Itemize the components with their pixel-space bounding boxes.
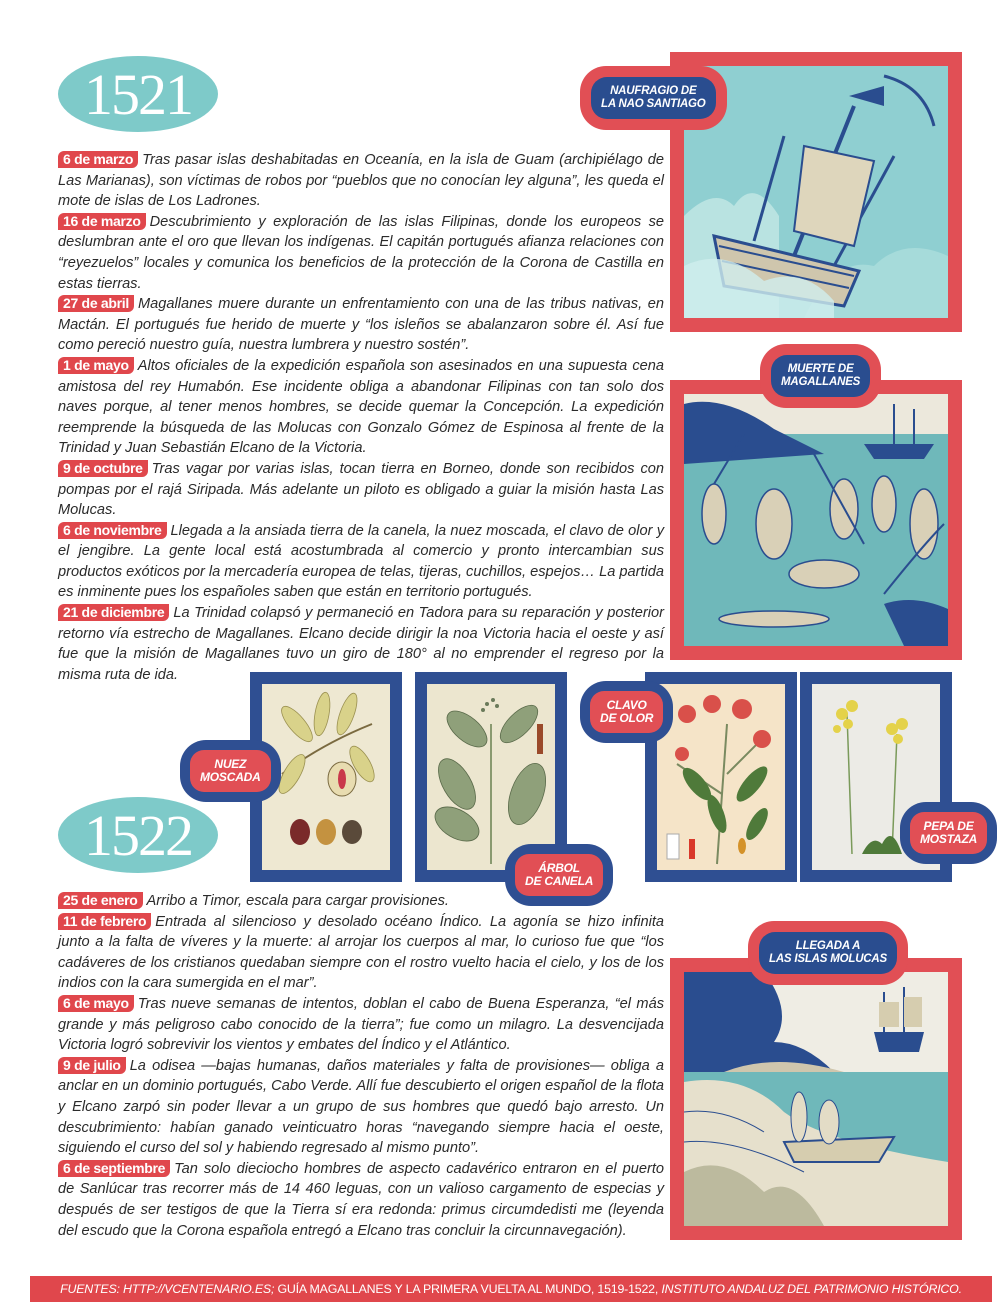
- timeline-1522: [58, 891, 664, 1241]
- year-badge-1521: [58, 56, 218, 132]
- label-line: ÁRBOL: [538, 861, 580, 875]
- cinnamon-illustration: [427, 684, 555, 870]
- date-badge: 25 de enero: [58, 892, 143, 909]
- year-label: 1521: [84, 61, 192, 127]
- date-badge: 9 de octubre: [58, 460, 148, 477]
- entry-text: Tan solo dieciocho hombres de aspecto cadavérico entraron en el puerto de Sanlúcar tras recorrer más de 14 460 leguas, con un valioso cargamento de especias y después de ser testigos de que la Tierra sí era redonda: primus circumdedisti me (leyenda del escudo que la Corona española entregó a Elcano tras concluir la circunnavegación).: [58, 1160, 664, 1239]
- timeline-entry: [58, 294, 664, 356]
- label-mostaza-text: [910, 812, 987, 854]
- date-badge: 27 de abril: [58, 295, 134, 312]
- footer-source-guide: GUÍA MAGALLANES Y LA PRIMERA VUELTA AL MUNDO, 1519-1522,: [274, 1282, 662, 1296]
- entry-text: Altos oficiales de la expedición española son asesinados en una supuesta cena amistosa del rey Humabón. Ese incidente obliga a abandonar Filipinas con tan solo dos naves porque, al tener menos hombres, se decide quemar la Concepción. La expedición reemprende la búsqueda de las Molucas con Gonzalo Gómez de Espinosa al frente de la Trinidad y Juan Sebastián Elcano de la Victoria.: [58, 357, 664, 457]
- label-naufragio: [580, 66, 727, 130]
- date-badge: 9 de julio: [58, 1057, 126, 1074]
- label-line: CLAVO: [606, 698, 647, 712]
- label-clavo-text: [590, 691, 663, 733]
- timeline-entry: [58, 1056, 664, 1159]
- timeline-entry: [58, 150, 664, 212]
- year-label: 1522: [84, 802, 192, 868]
- timeline-entry: [58, 1159, 664, 1241]
- label-line: LAS ISLAS MOLUCAS: [769, 953, 887, 965]
- label-line: NUEZ: [214, 757, 247, 771]
- label-line: NAUFRAGIO DE: [610, 85, 697, 97]
- timeline-entry: [58, 356, 664, 459]
- entry-text: Descubrimiento y exploración de las islas Filipinas, donde los europeos se deslumbran ante el oro que llevan los indígenas. El capitán portugués afianza relaciones con “reyezuelos” locales y comunica los beneficios de la protección de la Corona de Castilla en estas tierras.: [58, 213, 664, 292]
- label-line: LLEGADA A: [795, 940, 861, 952]
- illustration-muerte-magallanes: [670, 380, 962, 660]
- clove-illustration: [657, 684, 785, 870]
- timeline-entry: [58, 994, 664, 1056]
- entry-text: La odisea —bajas humanas, daños materiales y falta de provisiones— obliga a anclar en un dominio portugués, Cabo Verde. Allí fue descubierto el origen español de la flota y Elcano zarpó sin poder llevar a un grupo de sus hombres que quedó bajo arresto. Un descubrimiento: habían ganado veinticuatro horas “navegando siempre hacia el oeste, siguiendo el curso del sol y habiendo regresado al mismo punto”.: [58, 1057, 664, 1157]
- sources-footer: [30, 1276, 992, 1302]
- entry-text: Magallanes muere durante un enfrentamiento con una de las tribus nativas, en Mactán. El portugués fue herido de muerte y “los isleños se abalanzaron sobre él. Así fue como pereció nuestro guía, nuestra lumbrera y nuestro sostén”.: [58, 296, 664, 354]
- nutmeg-illustration: [262, 684, 390, 870]
- timeline-1521: [58, 150, 664, 685]
- arrival-illustration: [684, 972, 948, 1226]
- label-nuez-moscada: [180, 740, 281, 802]
- label-canela-text: [515, 854, 603, 896]
- label-line: LA NAO SANTIAGO: [601, 98, 706, 110]
- label-line: MOSTAZA: [920, 832, 978, 846]
- entry-text: Tras nueve semanas de intentos, doblan el cabo de Buena Esperanza, “el más grande y más peligroso cabo conocido de la tierra”; fue como un milagro. La desvencijada Victoria logró sobrevivir los vientos y embates del Índico y el Atlántico.: [58, 995, 664, 1054]
- timeline-entry: [58, 212, 664, 294]
- year-badge-1522: [58, 797, 218, 873]
- label-muerte-text: [771, 355, 870, 397]
- entry-text: Tras pasar islas deshabitadas en Oceanía, en la isla de Guam (archipiélago de Las Marianas), son víctimas de robos por “pueblos que no conocían ley alguna”, les queda el mote de islas de Los Ladrones.: [58, 152, 664, 210]
- footer-source-institute: INSTITUTO ANDALUZ DEL PATRIMONIO HISTÓRICO.: [661, 1282, 962, 1296]
- date-badge: 11 de febrero: [58, 913, 151, 930]
- footer-source-url: FUENTES: HTTP://VCENTENARIO.ES;: [60, 1282, 275, 1296]
- timeline-entry: [58, 912, 664, 994]
- timeline-entry: [58, 459, 664, 521]
- date-badge: 6 de marzo: [58, 151, 138, 168]
- label-clavo-olor: [580, 681, 673, 743]
- timeline-entry: [58, 521, 664, 603]
- label-line: MUERTE DE: [787, 363, 854, 375]
- label-line: MAGALLANES: [781, 376, 861, 388]
- date-badge: 6 de mayo: [58, 995, 134, 1012]
- label-naufragio-text: [591, 77, 716, 119]
- date-badge: 16 de marzo: [58, 213, 146, 230]
- date-badge: 1 de mayo: [58, 357, 134, 374]
- label-line: MOSCADA: [200, 770, 261, 784]
- timeline-entry: [58, 891, 664, 912]
- illustration-llegada-molucas: [670, 958, 962, 1240]
- label-llegada-text: [759, 932, 897, 974]
- entry-text: Arribo a Timor, escala para cargar provisiones.: [146, 893, 449, 909]
- label-pepa-mostaza: [900, 802, 997, 864]
- entry-text: La Trinidad colapsó y permaneció en Tadora para su reparación y posterior retorno vía estrecho de Magallanes. Elcano decide dirigir la noa Victoria hacia el oeste y así fue que la misión de Magallanes tuvo un giro de 180° al no emprender el regreso por la misma ruta de ida.: [58, 605, 664, 683]
- date-badge: 6 de septiembre: [58, 1160, 170, 1177]
- label-line: DE CANELA: [525, 874, 594, 888]
- entry-text: Entrada al silencioso y desolado océano Índico. La agonía se hizo infinita junto a la falta de víveres y la muerte: al arrojar los cuerpos al mar, lo curioso fue que “los cadáveres de los cristianos quedaban siempre con el rostro vuelto hacia el cielo, y los de los indios con la cara sumergida en el mar”.: [58, 913, 664, 992]
- battle-illustration: [684, 394, 948, 646]
- label-line: DE OLOR: [600, 711, 654, 725]
- date-badge: 21 de diciembre: [58, 604, 169, 621]
- entry-text: Tras vagar por varias islas, tocan tierra en Borneo, donde son recibidos con pompas por el rajá Siripada. Más adelante un piloto es obligado a guiar la misión hasta Las Molucas.: [58, 460, 664, 519]
- label-line: PEPA DE: [923, 819, 974, 833]
- label-muerte: [760, 344, 881, 408]
- label-nuez-text: [190, 750, 271, 792]
- label-llegada: [748, 921, 908, 985]
- date-badge: 6 de noviembre: [58, 522, 167, 539]
- entry-text: Llegada a la ansiada tierra de la canela, la nuez moscada, el clavo de olor y el jengibre. La gente local está acostumbrada al comercio y pronto intercambian sus productos exóticos por la mercadería europea de telas, tijeras, cuchillos, espejos… La partida es inminente pues los españoles saben que están en territorio portugués.: [58, 522, 664, 601]
